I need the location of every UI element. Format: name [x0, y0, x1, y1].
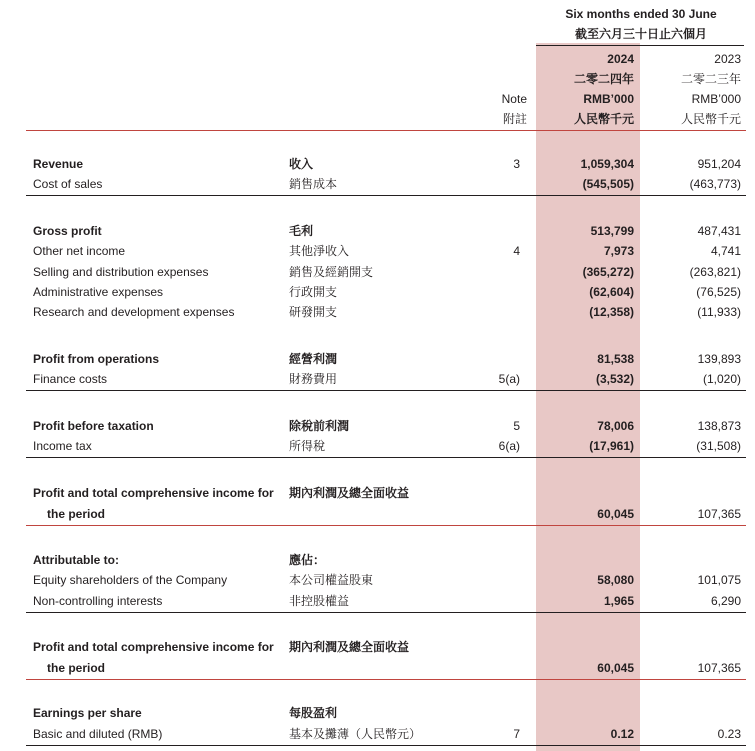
- section-rule: [26, 745, 746, 746]
- row-label-en: Attributable to:: [33, 553, 119, 567]
- row-label-en: Other net income: [33, 244, 126, 258]
- period-heading-zh: 截至六月三十日止六個月: [574, 27, 707, 41]
- row-note: 3: [513, 157, 520, 171]
- row-label-zh: 毛利: [289, 224, 314, 238]
- section-rule: [26, 525, 746, 526]
- row-label-zh: 行政開支: [289, 285, 338, 299]
- row-value-2024: 81,538: [597, 352, 634, 366]
- row-label-en: Finance costs: [33, 372, 108, 386]
- row-value-2023: (76,525): [696, 285, 741, 299]
- row-label-zh: 除稅前利潤: [289, 419, 350, 433]
- row-label-zh: 期內利潤及總全面收益: [289, 640, 410, 654]
- row-label-en: Selling and distribution expenses: [33, 265, 209, 279]
- row-value-2024: (365,272): [582, 265, 634, 279]
- row-label-en: Non-controlling interests: [33, 594, 163, 608]
- row-value-2024: (3,532): [595, 372, 634, 386]
- row-label-zh: 收入: [289, 157, 314, 171]
- row-value-2024: (17,961): [589, 439, 634, 453]
- row-label-en: Research and development expenses: [33, 305, 235, 319]
- period-heading-en: Six months ended 30 June: [565, 7, 717, 21]
- row-value-2023: 4,741: [710, 244, 741, 258]
- row-label-en: Cost of sales: [33, 177, 103, 191]
- row-value-2024: 0.12: [610, 727, 634, 741]
- note-header-zh: 附註: [502, 112, 527, 126]
- row-value-2023: (463,773): [689, 177, 741, 191]
- row-label-en: Earnings per share: [33, 706, 142, 720]
- row-label-zh: 財務費用: [289, 372, 338, 386]
- row-label-en: Income tax: [33, 439, 92, 453]
- row-value-2023: (11,933): [697, 305, 741, 319]
- section-rule: [26, 679, 746, 680]
- row-label-zh: 期內利潤及總全面收益: [289, 486, 410, 500]
- header-rule: [26, 130, 746, 131]
- prior-year: 2023: [714, 52, 741, 66]
- row-label-zh: 銷售成本: [289, 177, 338, 191]
- row-value-2023: 107,365: [697, 507, 741, 521]
- row-label-en: the period: [47, 661, 106, 675]
- row-value-2024: 7,973: [603, 244, 634, 258]
- row-value-2023: (1,020): [702, 372, 741, 386]
- row-value-2023: 101,075: [697, 573, 741, 587]
- period-heading-underline: [536, 45, 744, 46]
- row-value-2024: 60,045: [597, 661, 634, 675]
- row-value-2023: 139,893: [697, 352, 741, 366]
- row-value-2024: 513,799: [590, 224, 634, 238]
- prior-unit-zh: 人民幣千元: [680, 112, 741, 126]
- section-rule: [26, 612, 746, 613]
- row-label-zh: 研發開支: [289, 305, 338, 319]
- row-note: 5: [513, 419, 520, 433]
- current-year-zh: 二零二四年: [573, 72, 634, 86]
- current-year: 2024: [607, 52, 634, 66]
- row-value-2024: (545,505): [582, 177, 634, 191]
- row-value-2024: 58,080: [597, 573, 634, 587]
- row-label-zh: 非控股權益: [289, 594, 350, 608]
- row-value-2024: 1,059,304: [580, 157, 634, 171]
- row-value-2023: (263,821): [689, 265, 741, 279]
- row-label-en: Profit from operations: [33, 352, 160, 366]
- row-value-2024: 60,045: [597, 507, 634, 521]
- row-note: 7: [513, 727, 520, 741]
- row-value-2023: 487,431: [697, 224, 741, 238]
- row-value-2024: (62,604): [589, 285, 634, 299]
- row-value-2023: 107,365: [697, 661, 741, 675]
- row-label-zh: 所得稅: [289, 439, 326, 453]
- row-label-zh: 其他淨收入: [289, 244, 350, 258]
- row-label-zh: 經營利潤: [289, 352, 338, 366]
- prior-unit: RMB’000: [691, 92, 741, 106]
- row-label-en: Profit before taxation: [33, 419, 154, 433]
- row-label-zh: 應佔：: [289, 553, 326, 567]
- row-value-2023: 0.23: [717, 727, 741, 741]
- row-label-en: Basic and diluted (RMB): [33, 727, 163, 741]
- row-label-zh: 基本及攤薄（人民幣元）: [289, 727, 422, 741]
- row-note: 6(a): [498, 439, 520, 453]
- row-value-2023: (31,508): [696, 439, 741, 453]
- section-rule: [26, 390, 746, 391]
- row-value-2023: 138,873: [697, 419, 741, 433]
- row-label-en: Administrative expenses: [33, 285, 164, 299]
- row-label-en: Revenue: [33, 157, 84, 171]
- row-value-2024: 1,965: [603, 594, 634, 608]
- row-value-2023: 6,290: [710, 594, 741, 608]
- current-unit: RMB’000: [583, 92, 634, 106]
- prior-year-zh: 二零二三年: [680, 72, 741, 86]
- row-label-zh: 銷售及經銷開支: [289, 265, 374, 279]
- row-value-2024: (12,358): [589, 305, 634, 319]
- row-note: 5(a): [498, 372, 520, 386]
- row-value-2023: 951,204: [697, 157, 741, 171]
- current-period-highlight-column: [536, 43, 640, 751]
- current-unit-zh: 人民幣千元: [573, 112, 634, 126]
- note-header-en: Note: [501, 92, 527, 106]
- row-value-2024: 78,006: [597, 419, 634, 433]
- row-label-zh: 本公司權益股東: [289, 573, 374, 587]
- row-label-en: Profit and total comprehensive income for: [33, 486, 274, 500]
- row-note: 4: [513, 244, 520, 258]
- row-label-en: Profit and total comprehensive income for: [33, 640, 274, 654]
- section-rule: [26, 195, 746, 196]
- row-label-en: the period: [47, 507, 106, 521]
- row-label-en: Equity shareholders of the Company: [33, 573, 228, 587]
- row-label-zh: 每股盈利: [289, 706, 338, 720]
- row-label-en: Gross profit: [33, 224, 102, 238]
- section-rule: [26, 457, 746, 458]
